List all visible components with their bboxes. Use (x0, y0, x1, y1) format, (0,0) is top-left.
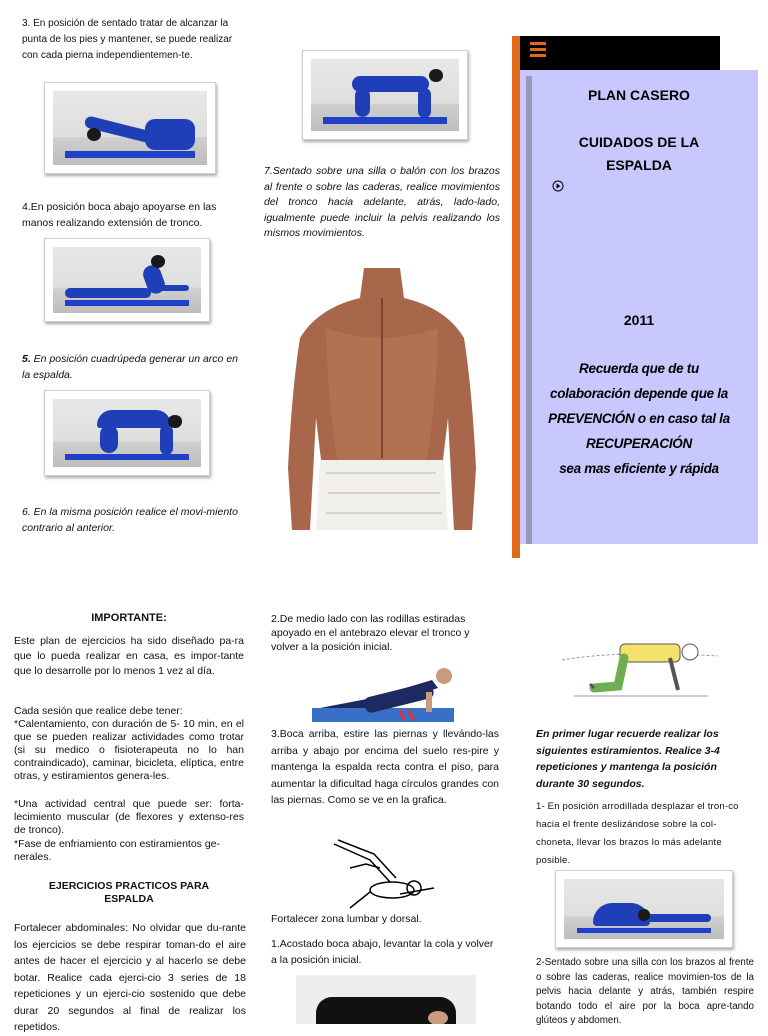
important-warmup: *Calentamiento, con duración de 5- 10 min, en el que se pueden realizar actividades como trotar (si su medico o fisioterapeuta no lo han contraindicado), caminar, bicicleta, elíptica, entre otras, y estiramientos genera-les. (14, 718, 244, 782)
cover-message-line-5: sea mas eficiente y rápida (559, 461, 719, 476)
important-intro: Este plan de ejercicios ha sido diseñado pa-ra que lo pueda realizar en casa, es impor-tante que lo desarrolle por lo menos 1 vez al día. (14, 635, 244, 677)
important-heading: IMPORTANTE: (91, 612, 167, 624)
photo-quadruped-neutral (302, 50, 468, 140)
practical-text: Fortalecer abdominales: No olvidar que du-rante los ejercicios se debe respirar toman-do el aire antes de hacer el ejercicio y al hacerlo se debe botar. Realice cada ejerci-cio 3 series de 18 repeticiones y un ejerci-cio sostenido que debe durar 20 segundos al final de realizar los repetidos. (14, 922, 246, 1033)
step-5-number: 5. (22, 353, 31, 365)
cover-accent-bar (512, 36, 520, 558)
step-6-text: 6. En la misma posición realice el movi-miento contrario al anterior. (22, 506, 238, 534)
cover-message-line-4: RECUPERACIÓN (586, 436, 692, 451)
exercise-side-plank-text: 2.De medio lado con las rodillas estiradas apoyado en el antebrazo elevar el tronco y volver a la posición inicial. (271, 613, 470, 653)
step-3-text: 3. En posición de sentado tratar de alcanzar la punta de los pies y mantener, se puede realizar con cada pierna independientemen-te. (22, 18, 233, 61)
stretch-intro: En primer lugar recuerde realizar los siguientes estiramientos. Realice 3-4 repeticiones y mantenga la posición durante 30 segundos. (536, 728, 720, 790)
photo-seated-stretch (44, 82, 216, 174)
cover-year: 2011 (623, 312, 655, 328)
illustration-quadruped (558, 636, 722, 706)
photo-prone-lift (296, 975, 476, 1024)
stretch-1-text: 1- En posición arrodillada desplazar el tron-co hacia el frente deslizándose sobre la col-choneta, llevar los brazos lo más adelante posible. (536, 801, 739, 866)
exercise-leg-raise-text: 3.Boca arriba, estire las piernas y llevándo-las arriba y abajo por encima del suelo res-pire y mantenga la espalda recta contra el piso, para aumentar la dificultad haga círculos grandes con las piernas. Como se ve en la grafica. (271, 728, 499, 806)
important-cooldown: *Fase de enfriamiento con estiramientos ge-nerales. (14, 838, 221, 863)
cover-title-3: ESPALDA (606, 157, 672, 173)
step-5-body: En posición cuadrúpeda generar un arco en la espalda. (22, 353, 238, 381)
cover-top-bar (520, 36, 720, 70)
practical-heading: EJERCICIOS PRACTICOS PARA ESPALDA (48, 880, 210, 905)
cover-title-2: CUIDADOS DE LA (578, 134, 700, 150)
exercise-prone-text: 1.Acostado boca abajo, levantar la cola y volver a la posición inicial. (271, 938, 494, 966)
cover-message-line-2: colaboración depende que la (550, 386, 728, 401)
cover-message-line-3: PREVENCIÓN o en caso tal la (548, 411, 730, 426)
cover-title-1: PLAN CASERO (588, 87, 690, 103)
lumbar-heading: Fortalecer zona lumbar y dorsal. (271, 913, 422, 925)
step-4-text: 4.En posición boca abajo apoyarse en las manos realizando extensión de tronco. (22, 201, 217, 229)
illustration-leg-circles (330, 838, 442, 912)
play-bullet-icon (552, 180, 564, 192)
photo-quadruped-arch (44, 390, 210, 476)
step-5-text (22, 352, 247, 383)
step-7-text: 7.Sentado sobre una silla o balón con los brazos al frente o sobre las caderas, realice movimientos del tronco hacia adelante, atrás, lado-lado, igualmente puede incluir la pelvis realizando los mismos movimientos. (264, 165, 500, 239)
photo-prone-extension (44, 238, 210, 322)
photo-man-back (286, 268, 478, 530)
cover-panel (512, 36, 762, 558)
photo-side-plank (312, 664, 454, 724)
menu-icon[interactable] (530, 42, 546, 60)
cover-message-line-1: Recuerda que de tu (579, 361, 699, 376)
important-central: *Una actividad central que puede ser: forta-lecimiento muscular (de flexores y extenso-res de tronco). (14, 798, 244, 836)
photo-child-pose (555, 870, 733, 948)
stretch-2-text: 2-Sentado sobre una silla con los brazos al frente o sobre las caderas, realice movimien-tos de la pelvis hacia delante y atrás, también respire botando todo el aire por la boca apre-tando glúteos y abdomen. (536, 957, 754, 1026)
important-session: Cada sesión que realice debe tener: (14, 705, 183, 717)
